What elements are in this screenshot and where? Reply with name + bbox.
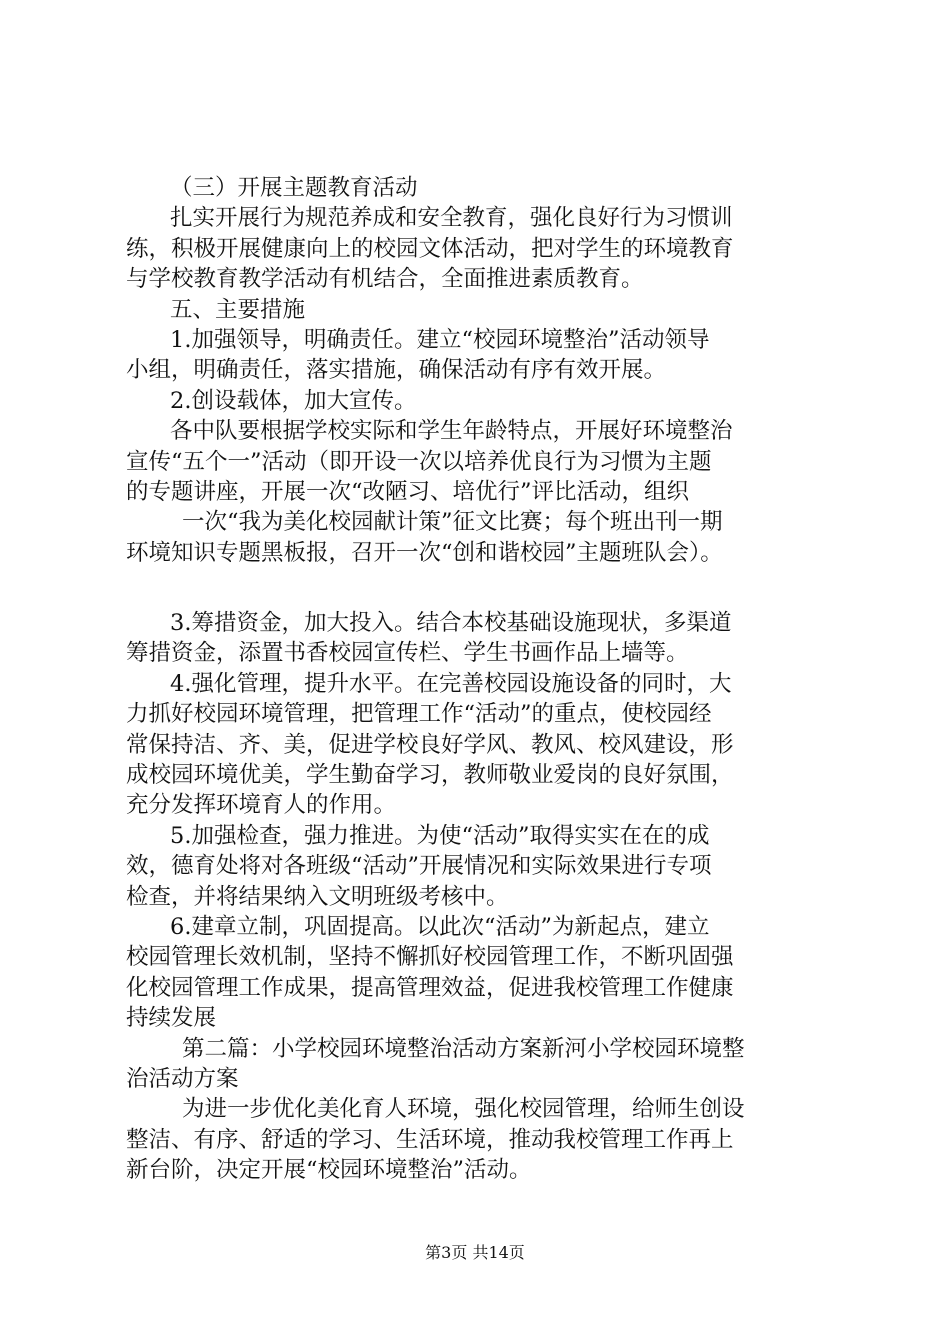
text-line: 1.加强领导，明确责任。建立“校园环境整治”活动领导 — [170, 326, 710, 353]
text-line: 一次“我为美化校园献计策”征文比赛；每个班出刊一期 — [182, 509, 723, 536]
page-footer — [0, 1243, 950, 1263]
text-line: 6.建章立制，巩固提高。以此次“活动”为新起点，建立 — [170, 913, 710, 940]
text-line: 筹措资金，添置书香校园宣传栏、学生书画作品上墙等。 — [126, 640, 689, 667]
text-line: 与学校教育教学活动有机结合，全面推进素质教育。 — [126, 266, 644, 293]
text-line: 常保持洁、齐、美，促进学校良好学风、教风、校风建设，形 — [126, 731, 734, 758]
text-line: 新台阶，决定开展“校园环境整治”活动。 — [126, 1157, 532, 1184]
text-line: 3.筹措资金，加大投入。结合本校基础设施现状，多渠道 — [170, 610, 732, 637]
text-line: 的专题讲座，开展一次“改陋习、培优行”评比活动，组织 — [126, 478, 690, 505]
document-body — [126, 173, 838, 1186]
text-line: 为进一步优化美化育人环境，强化校园管理，给师生创设 — [182, 1096, 745, 1123]
section-heading: （三）开展主题教育活动 — [170, 175, 418, 201]
text-line: 校园管理长效机制，坚持不懈抓好校园管理工作，不断巩固强 — [126, 944, 734, 971]
chapter-title: 第二篇：小学校园环境整治活动方案新河小学校园环境整 — [182, 1035, 745, 1062]
text-line: 5.加强检查，强力推进。为使“活动”取得实实在在的成 — [170, 822, 710, 849]
text-line: 检查，并将结果纳入文明班级考核中。 — [126, 883, 509, 910]
text-line: 环境知识专题黑板报，召开一次“创和谐校园”主题班队会）。 — [126, 539, 723, 566]
section-heading: 五、主要措施 — [170, 296, 306, 323]
text-line: 4.强化管理，提升水平。在完善校园设施设备的同时，大 — [170, 670, 732, 697]
text-line: 扎实开展行为规范养成和安全教育，强化良好行为习惯训 — [170, 205, 733, 232]
text-line: 力抓好校园环境管理，把管理工作“活动”的重点，使校园经 — [126, 701, 712, 728]
text-line: 成校园环境优美，学生勤奋学习，教师敬业爱岗的良好氛围， — [126, 762, 734, 789]
chapter-title: 治活动方案 — [126, 1065, 239, 1092]
page-number: 第3页 共14页 — [425, 1243, 525, 1262]
text-line: 宣传“五个一”活动（即开设一次以培养优良行为习惯为主题 — [126, 448, 712, 475]
text-line: 各中队要根据学校实际和学生年龄特点，开展好环境整治 — [170, 418, 733, 445]
text-line: 小组，明确责任，落实措施，确保活动有序有效开展。 — [126, 357, 667, 384]
text-line: 效，德育处将对各班级“活动”开展情况和实际效果进行专项 — [126, 853, 712, 880]
text-line: 化校园管理工作成果，提高管理效益，促进我校管理工作健康 — [126, 974, 734, 1001]
text-line: 练，积极开展健康向上的校园文体活动，把对学生的环境教育 — [126, 235, 734, 262]
text-line: 持续发展 — [126, 1005, 217, 1032]
paragraph-gap — [126, 568, 838, 608]
text-line: 整洁、有序、舒适的学习、生活环境，推动我校管理工作再上 — [126, 1126, 734, 1153]
text-line: 充分发挥环境育人的作用。 — [126, 792, 397, 819]
text-line: 2.创设载体，加大宣传。 — [170, 387, 417, 414]
